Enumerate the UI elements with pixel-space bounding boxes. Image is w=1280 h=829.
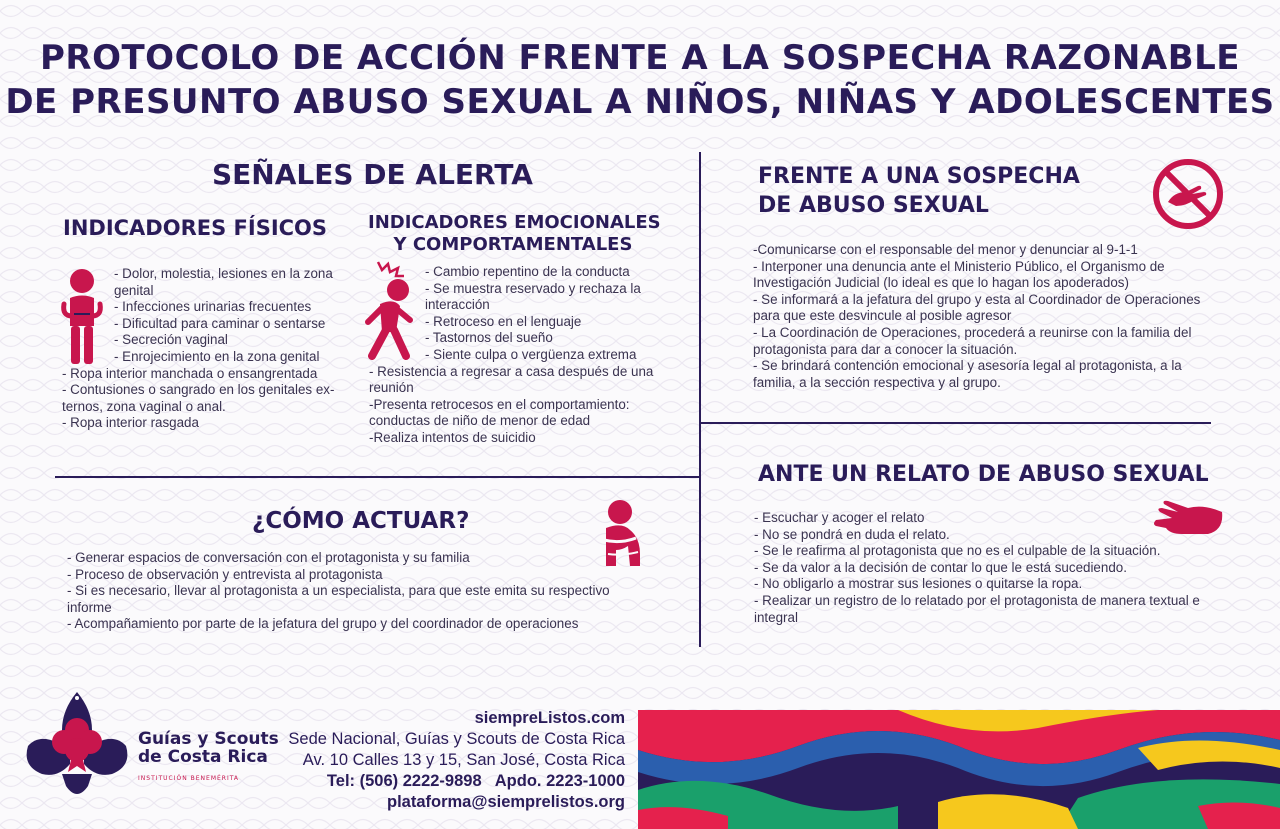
list-item: - Interponer una denuncia ante el Ministerio Público, el Organismo de	[753, 258, 1165, 274]
list-item: -Presenta retrocesos en el comportamiento:	[369, 396, 630, 412]
brand-line1: Guías y Scouts	[138, 729, 279, 749]
list-item: - Contusiones o sangrado en los genitales ex-	[62, 382, 335, 398]
list-item: - Ropa interior rasgada	[62, 415, 199, 431]
list-item: - La Coordinación de Operaciones, procederá a reunirse con la familia del	[753, 324, 1192, 340]
horizontal-divider-left	[55, 476, 701, 478]
list-item: Investigación Judicial (lo ideal es que lo hagan los apoderados)	[753, 275, 1129, 291]
list-item: - Se muestra reservado y rechaza la	[425, 280, 641, 296]
list-item: - Secreción vaginal	[114, 332, 228, 348]
list-item: integral	[754, 609, 798, 625]
relato-list	[754, 510, 1226, 626]
list-item: - Dolor, molestia, lesiones en la zona	[114, 266, 333, 281]
scout-fleur-de-lis-logo	[22, 690, 132, 808]
brand-line2: de Costa Rica	[138, 747, 268, 767]
list-item: - No se pondrá en duda el relato.	[754, 526, 950, 542]
list-item: - Se brindará contención emocional y asesoría legal al protagonista, a la	[753, 358, 1182, 374]
vertical-divider	[699, 152, 701, 647]
emocionales-heading-line1: INDICADORES EMOCIONALES	[368, 212, 661, 233]
list-item: genital	[114, 282, 154, 298]
list-item: interacción	[425, 297, 490, 313]
brand-subtitle: INSTITUCIÓN BENEMÉRITA	[138, 775, 240, 782]
list-item: - Infecciones urinarias frecuentes	[114, 299, 312, 315]
list-item: - Se informará a la jefatura del grupo y esta al Coordinador de Operaciones	[753, 291, 1201, 307]
list-item: familia, a la sección respectiva y al grupo.	[753, 374, 1001, 390]
list-item: - Se da valor a la decisión de contar lo que le está sucediendo.	[754, 559, 1127, 575]
emocionales-list	[369, 264, 660, 447]
list-item: - No obligarlo a mostrar sus lesiones o quitarse la ropa.	[754, 576, 1083, 592]
emocionales-heading	[368, 212, 661, 256]
sospecha-list	[753, 242, 1225, 391]
address-line1: Sede Nacional, Guías y Scouts de Costa Rica	[288, 730, 625, 748]
page-title-line1: PROTOCOLO DE ACCIÓN FRENTE A LA SOSPECHA RAZONABLE	[39, 38, 1240, 78]
decorative-waves-banner	[638, 710, 1280, 829]
list-item: - Escuchar y acoger el relato	[754, 510, 925, 525]
sospecha-heading	[758, 162, 1080, 220]
list-item: - Acompañamiento por parte de la jefatura del grupo y del coordinador de operaciones	[67, 616, 579, 632]
email-link[interactable]: plataforma@siemprelistos.org	[387, 793, 625, 811]
list-item: - Cambio repentino de la conducta	[425, 264, 630, 279]
list-item: reunión	[369, 380, 414, 396]
list-item: - Si es necesario, llevar al protagonista a un especialista, para que este emita su respectivo	[67, 583, 610, 599]
fisicos-list	[62, 266, 362, 432]
page-title-line2: DE PRESUNTO ABUSO SEXUAL A NIÑOS, NIÑAS Y ADOLESCENTES	[5, 82, 1275, 122]
list-item: - Resistencia a regresar a casa después de una	[369, 363, 654, 379]
como-actuar-list	[67, 550, 637, 633]
address-line2: Av. 10 Calles 13 y 15, San José, Costa Rica	[302, 751, 625, 769]
list-item: -Realiza intentos de suicidio	[369, 429, 536, 445]
relato-heading: ANTE UN RELATO DE ABUSO SEXUAL	[758, 462, 1209, 487]
list-item: - Siente culpa o vergüenza extrema	[425, 346, 637, 362]
como-actuar-heading: ¿CÓMO ACTUAR?	[252, 508, 470, 534]
list-item: - Retroceso en el lenguaje	[425, 313, 582, 329]
no-touch-prohibited-icon	[1152, 158, 1224, 230]
brand-name	[138, 730, 279, 788]
list-item: protagonista para dar a conocer la situación.	[753, 341, 1018, 357]
list-item: informe	[67, 599, 112, 615]
sospecha-heading-line2: DE ABUSO SEXUAL	[758, 193, 989, 218]
contact-line: Tel: (506) 2222-9898 Apdo. 2223-1000	[326, 772, 625, 790]
list-item: - Ropa interior manchada o ensangrentada	[62, 365, 318, 381]
list-item: - Tastornos del sueño	[425, 330, 553, 346]
fisicos-heading: INDICADORES FÍSICOS	[63, 216, 328, 240]
list-item: para que este desvincule al posible agresor	[753, 308, 1012, 324]
sospecha-heading-line1: FRENTE A UNA SOSPECHA	[758, 164, 1080, 189]
list-item: - Enrojecimiento en la zona genital	[114, 348, 320, 364]
emocionales-heading-line2: Y COMPORTAMENTALES	[393, 234, 633, 255]
list-item: - Dificultad para caminar o sentarse	[114, 315, 326, 331]
website-link[interactable]: siempreListos.com	[474, 709, 625, 727]
list-item: - Se le reafirma al protagonista que no es el culpable de la situación.	[754, 543, 1161, 559]
horizontal-divider-right	[701, 422, 1211, 424]
senales-heading: SEÑALES DE ALERTA	[212, 158, 533, 191]
list-item: ternos, zona vaginal o anal.	[62, 398, 226, 414]
list-item: conductas de niño de menor de edad	[369, 413, 591, 429]
list-item: - Generar espacios de conversación con el protagonista y su familia	[67, 550, 470, 565]
list-item: - Proceso de observación y entrevista al protagonista	[67, 566, 383, 582]
list-item: -Comunicarse con el responsable del menor y denunciar al 9-1-1	[753, 242, 1138, 257]
list-item: - Realizar un registro de lo relatado por el protagonista de manera textual e	[754, 592, 1200, 608]
